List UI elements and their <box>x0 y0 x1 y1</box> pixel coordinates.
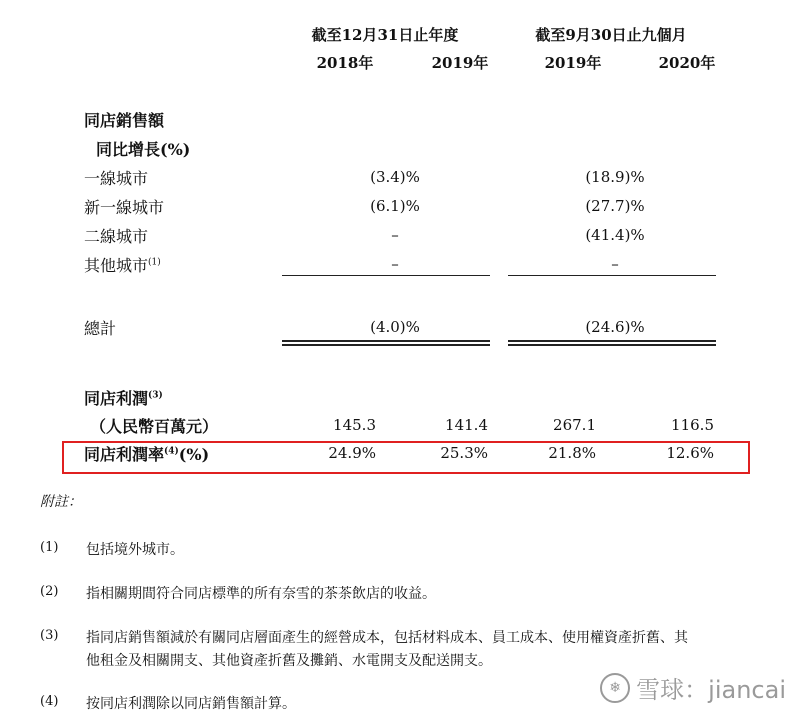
notes-title: 附註： <box>40 494 82 510</box>
row-fy-other: – <box>391 255 399 273</box>
note-text-1: 包括境外城市。 <box>86 542 184 558</box>
note-num-2: (2) <box>40 584 59 599</box>
row-fy-tier1: (3.4)% <box>370 168 420 186</box>
row-label-other: 其他城市$^{(1)}$ <box>84 256 161 275</box>
margin-2018: 24.9% <box>328 444 376 462</box>
total-double-rule-fy <box>282 340 490 346</box>
margin-2020: 12.6% <box>666 444 714 462</box>
margin-label: 同店利潤率$^{(4)}$(%) <box>84 445 210 464</box>
row-nm-tier1: (18.9)% <box>585 168 645 186</box>
total-double-rule-nm <box>508 340 716 346</box>
subtotal-rule-nm <box>508 275 716 276</box>
profit-title: 同店利潤$^{(3)}$ <box>84 389 163 408</box>
watermark <box>600 670 786 705</box>
profit-2020: 116.5 <box>671 416 714 434</box>
row-nm-tier2: (41.4)% <box>585 226 645 244</box>
row-label-tier2: 二線城市 <box>84 227 149 246</box>
profit-2018: 145.3 <box>333 416 376 434</box>
note-text-2: 指相關期間符合同店標準的所有奈雪的茶茶飲店的收益。 <box>86 586 436 602</box>
row-nm-newtier1: (27.7)% <box>585 197 645 215</box>
total-nm: (24.6)% <box>585 318 645 336</box>
row-fy-tier2: – <box>391 226 399 244</box>
row-label-newtier1: 新一線城市 <box>84 198 165 217</box>
profit-unit: （人民幣百萬元） <box>90 417 219 436</box>
row-nm-other: – <box>611 255 619 273</box>
margin-label-sup: (4) <box>164 446 179 457</box>
profit-2019a: 141.4 <box>445 416 488 434</box>
margin-2019a: 25.3% <box>440 444 488 462</box>
profit-2019b: 267.1 <box>553 416 596 434</box>
header-group-nm: 截至9月30日止九個月 <box>535 26 687 44</box>
note-text-3b: 他租金及相關開支、其他資產折舊及攤銷、水電開支及配送開支。 <box>86 653 492 669</box>
note-num-4: (4) <box>40 694 59 709</box>
header-year-2019b: 2019年 <box>544 54 602 72</box>
header-year-2019a: 2019年 <box>431 54 489 72</box>
row-label-tier1: 一線城市 <box>84 169 149 188</box>
row-label-other-sup: (1) <box>148 257 161 268</box>
note-text-4: 按同店利潤除以同店銷售額計算。 <box>86 696 296 712</box>
snowball-logo-icon: ❄ <box>600 673 630 703</box>
margin-2019b: 21.8% <box>548 444 596 462</box>
total-label: 總計 <box>84 319 117 338</box>
header-year-2018: 2018年 <box>316 54 374 72</box>
yoy-title: 同比增長(%) <box>96 140 191 159</box>
watermark-text: 雪球：jiancai <box>636 676 786 704</box>
note-text-3a: 指同店銷售額減於有關同店層面產生的經營成本，包括材料成本、員工成本、使用權資產折舊、其 <box>86 630 688 646</box>
row-fy-newtier1: (6.1)% <box>370 197 420 215</box>
header-year-2020: 2020年 <box>658 54 716 72</box>
margin-highlight-box <box>62 441 750 474</box>
header-group-fy: 截至12月31日止年度 <box>311 26 459 44</box>
subtotal-rule-fy <box>282 275 490 276</box>
note-num-1: (1) <box>40 540 59 555</box>
sss-title: 同店銷售額 <box>84 111 165 130</box>
total-fy: (4.0)% <box>370 318 420 336</box>
note-num-3: (3) <box>40 628 59 643</box>
profit-title-sup: (3) <box>148 390 163 401</box>
